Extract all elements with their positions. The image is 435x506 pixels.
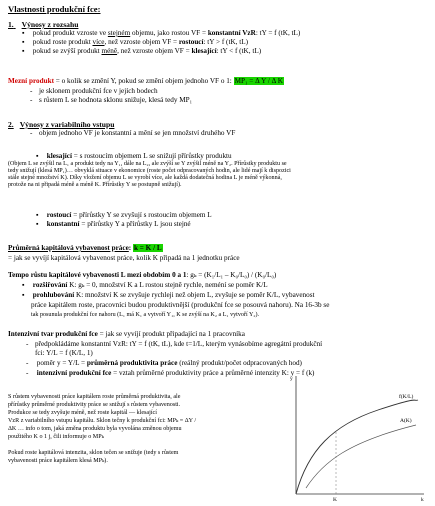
marginal-product-note-2: - s růstem L se hodnota sklonu snižuje, klesá tedy MP₁ — [30, 96, 192, 104]
series-label-a-k: A(K) — [400, 418, 412, 424]
bottom-line-4: VzR z variabilního vstupu kapitálu. Sklon tečny k produkční fci: MPₖ = ΔY / — [8, 418, 197, 424]
bottom-line-1: S růstem vybavenosti práce kapitálem roste průměrná produktivita, ale — [8, 394, 181, 400]
k-marker-label: K — [333, 497, 337, 502]
section-1-number: 1. — [8, 20, 14, 29]
axis-label-x: k — [421, 497, 424, 502]
section-1-title: Výnosy z rozsahu — [21, 20, 79, 29]
capital-deepening-line-2: práce kapitálem roste, pracovníci budou produktivnější (produkční fce se posouvá nahoru). Na 16-3b se — [31, 301, 330, 309]
page-title: Vlastnosti produkční fce: — [8, 4, 101, 14]
explanation-line-3: stále stejné množství K). Díky vložení objemu L se vyrobí více, ale každá dodatečná hodina L je méně výkonná, — [8, 175, 282, 181]
capital-intensity-definition: = jak se vyvíjí kapitálová vybavenost práce, kolik K připadá na 1 jednotku práce — [8, 254, 240, 262]
section-1-heading — [8, 20, 78, 29]
constant-returns-item: ▪ konstantní = přírůstky Y a přírůstky L jsou stejné — [36, 220, 191, 228]
bottom-line-6: použitého K o 1 j, čili informuje o MPₖ — [8, 434, 104, 440]
explanation-line-2: tedy snižují (klesá MP₁)… obvyklá situace v ekonomice (roste počet odpracovaných hodin, ale lidé mají k dispozici — [8, 168, 291, 174]
marginal-product-definition: Mezní produkt = o kolik se změní Y, pokud se změní objem jednoho VF o 1: MP₁ = Δ Y / Δ K — [8, 77, 283, 85]
intensive-form-heading: Intenzivní tvar produkční fce = jak se vyvíjí produkt připadající na 1 pracovníka — [8, 330, 245, 338]
vzr-constant-item: ▪ pokud produkt vzroste ve stejném objemu, jako rostou VF = konstantní VzR: tY = f (tK, tL) — [22, 29, 300, 37]
diminishing-returns-item: ▪ klesající = s rostoucím objemem L se snižují přírůstky produktu — [36, 152, 232, 160]
intensive-form-note-1: - předpokládáme konstantní VzR: tY = f (tK, tL), kde t=1/L, kterým vynásobíme agregátní produkční — [26, 340, 322, 348]
capital-deepening-item: ▪ prohlubování K: množství K se zvyšuje rychleji než objem L, zvyšuje se poměr K/L, vybavenost — [22, 291, 315, 299]
explanation-line-4: protože na ni připadá méně a méně K. Přírůstky Y se postupně snižují). — [8, 182, 182, 188]
marginal-product-formula: MP₁ = Δ Y / Δ K — [234, 77, 283, 85]
growth-rate-heading: Tempo růstu kapitálové vybavenosti L mezi obdobím 0 a 1: gₖ = (K₁/L₁ – K₀/L₀) / (K₀/L₀) — [8, 271, 277, 279]
production-function-chart — [278, 370, 428, 502]
vzr-increasing-item: ▪ pokud roste produkt více, než vzroste objem VF = rostoucí: tY > f (tK, tL) — [22, 38, 248, 46]
section-2-heading: 2. Výnosy z variabilního vstupu — [8, 120, 115, 129]
capital-intensity-heading: Průměrná kapitálová vybavenost práce: k = K / L — [8, 244, 162, 252]
intensive-form-note-2: - poměr y = Y/L = průměrná produktivita práce (reálný produkt/počet odpracovaných hod) — [26, 359, 302, 367]
capital-deepening-line-3: tak posunula produkční fce nahoru (L₁ má K₁ a vytvoří Y₁, K se zvýší na K₂ a L₁ vytvoří Y₂). — [31, 312, 260, 318]
vzr-decreasing-item: ▪ pokud se zvýší produkt méně, než vzroste objem VF = klesající: tY < f (tK, tL) — [22, 47, 261, 55]
axis-label-y: y — [290, 376, 293, 382]
bottom-line-8: vybavenosti práce kapitálem klesá MPₖ). — [8, 458, 108, 464]
series-label-f-k-l: f(K/L) — [399, 394, 414, 400]
bottom-line-7: Pokud roste kapitálová intenzita, sklon tečen se snižuje (tedy s růstem — [8, 450, 179, 456]
explanation-line-1: (Objem L se zvýšil na L₁ a produkt tedy na Y₁, dále na L₂, ale zvýší se Y zvýšil méně na Y₂. Přírůstky produktu se — [8, 161, 287, 167]
marginal-product-note-1: - je sklonem produkční fce v jejích bodech — [30, 87, 158, 95]
intensive-form-note-1b: fci: Y/L = f (K/L, 1) — [35, 349, 93, 357]
intensive-form-note-3: - intenzivní produkční fce = vztah průměrné produktivity práce a průměrné intenzity K: y = f (k) — [26, 369, 314, 377]
series-line-a-k — [306, 425, 416, 488]
bottom-line-3: Produkce se tedy zvyšuje méně, než roste kapitál — klesající — [8, 410, 157, 416]
capital-intensity-formula: k = K / L — [134, 244, 162, 252]
bottom-line-5: ΔK … info o tom, jaká změna produktu byla vyvolána změnou objemu — [8, 426, 182, 432]
capital-widening-item: ▪ rozšiřování K: gₖ = 0, množství K a L rostou stejně rychle, neméní se poměr K/L — [22, 281, 268, 289]
variable-input-note: - objem jednoho VF je konstantní a mění se jen množství druhého VF — [30, 129, 235, 137]
increasing-returns-item: ▪ rostoucí = přírůstky Y se zvyšují s rostoucím objemem L — [36, 211, 212, 219]
bottom-line-2: přírůstky průměrné produktivity práce se snižují s růstem vybavenosti. — [8, 402, 181, 408]
series-line-f-k-l — [296, 400, 418, 494]
